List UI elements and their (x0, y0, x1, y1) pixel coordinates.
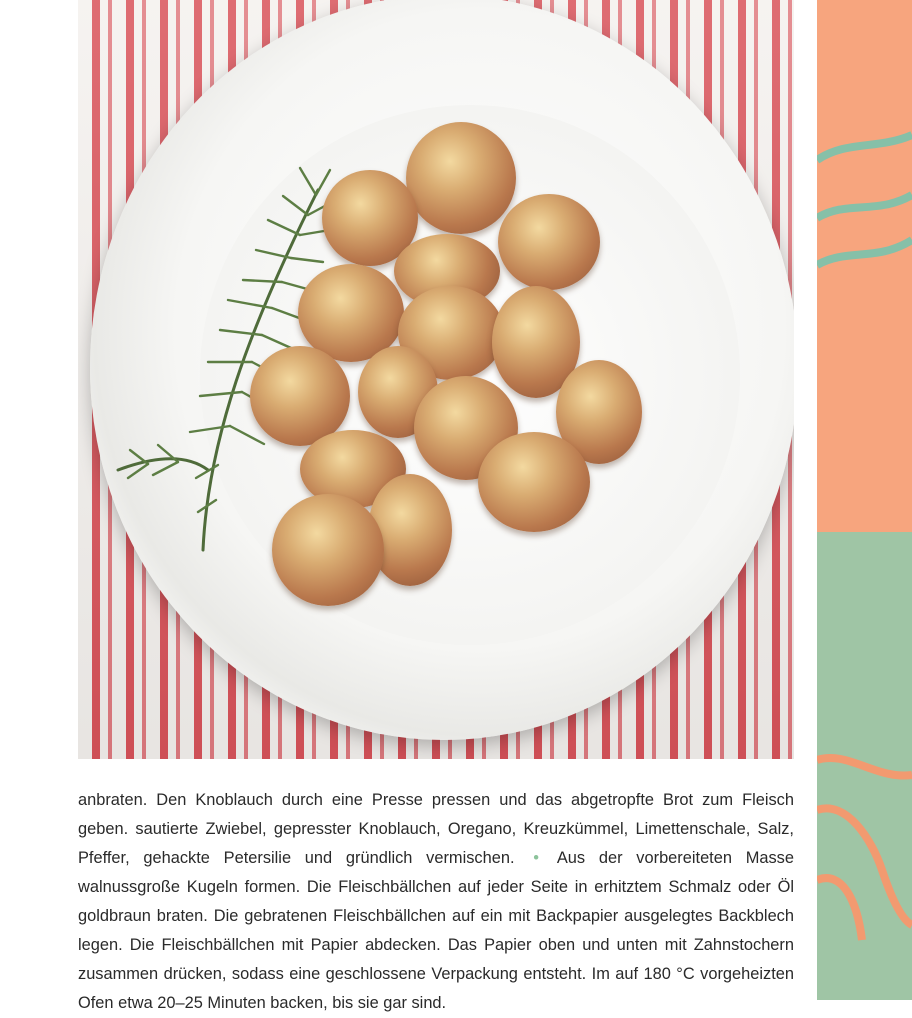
step-bullet: • (533, 849, 540, 867)
food-photo (78, 0, 794, 759)
recipe-text-part2: Aus der vorbereiteten Masse walnussgroße Kugeln formen. Die Fleischbällchen auf jeder Seite in erhitztem Schmalz oder Öl goldbraun braten. Die gebratenen Fleischbällchen auf ein mit Backpapier ausgelegtes Backblech legen. Die Fleischbällchen mit Papier abdecken. Das Papier oben und unten mit Zahnstochern zusammen drücken, sodass eine geschlossene Verpackung entsteht. Im auf 180 °C vorgeheizten Ofen etwa 20–25 Minuten backen, bis sie gar sind. (78, 849, 794, 1012)
meatball (406, 122, 516, 234)
meatball (272, 494, 384, 606)
decorative-side-band (817, 0, 912, 1000)
meatball (250, 346, 350, 446)
recipe-text-part1: anbraten. Den Knoblauch durch eine Presse pressen und das abgetropfte Brot zum Fleisch geben. sautierte Zwiebel, gepresster Knoblauch, Oregano, Kreuzkümmel, Limettenschale, Salz, Pfeffer, gehackte Petersilie und gründlich vermischen. (78, 791, 794, 867)
meatball (498, 194, 600, 290)
meatball (478, 432, 590, 532)
recipe-text (78, 786, 794, 1018)
wave-decoration (817, 0, 912, 1000)
